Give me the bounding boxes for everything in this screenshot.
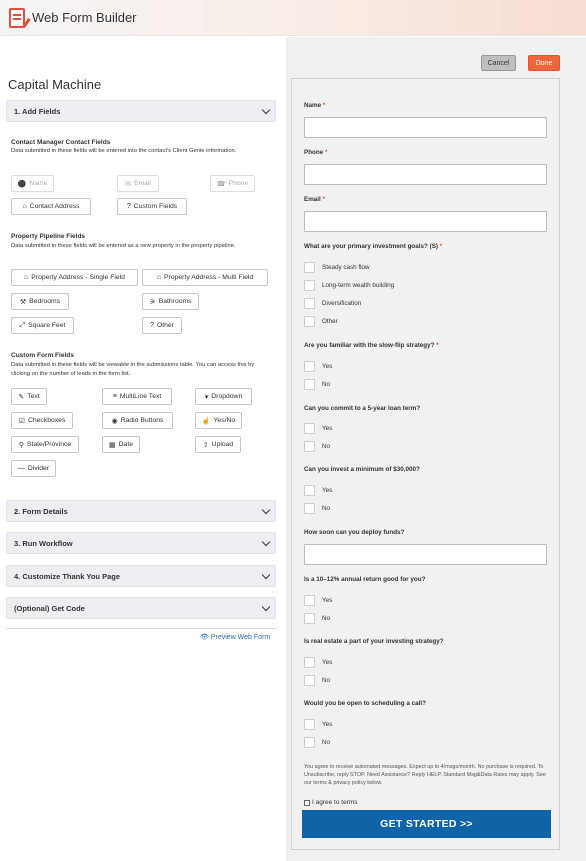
envelope-icon: ✉	[125, 180, 131, 188]
lines-icon: ≡	[112, 393, 117, 400]
yes-label: Yes	[322, 597, 333, 604]
field-state-button[interactable]	[11, 436, 79, 453]
preview-label: Preview Web Form	[210, 634, 271, 641]
yes-checkbox[interactable]	[304, 719, 315, 730]
field-square-feet-label: Square Feet	[28, 322, 66, 329]
home-icon: ⌂	[24, 274, 29, 281]
chevron-down-icon	[262, 603, 270, 611]
field-address-multi-button[interactable]	[142, 269, 268, 286]
user-icon: ⚫	[17, 180, 27, 188]
calendar-icon: ▦	[109, 441, 116, 449]
accordion-label: 1. Add Fields	[14, 107, 61, 116]
accordion-get-code[interactable]	[6, 597, 276, 619]
yes-label: Yes	[322, 487, 333, 494]
slow-flip-question: Are you familiar with the slow-flip strategy? *	[304, 342, 439, 349]
field-radio-label: Radio Buttons	[120, 417, 164, 424]
preview-web-form-link[interactable]	[200, 633, 270, 641]
annual-return-question: Is a 10–12% annual return good for you?	[304, 576, 426, 583]
field-phone-button[interactable]	[210, 175, 255, 192]
loan-term-question: Can you commit to a 5-year loan term?	[304, 405, 421, 412]
schedule-call-question: Would you be open to scheduling a call?	[304, 700, 426, 707]
goal-checkbox[interactable]	[304, 280, 315, 291]
goal-option-label: Diversification	[322, 300, 362, 307]
accordion-label: 4. Customize Thank You Page	[14, 572, 120, 581]
pipeline-fields-desc: Data submitted in these fields will be entered as a new property in the property pipeline.	[11, 243, 236, 249]
field-divider-label: Divider	[27, 465, 50, 472]
agree-terms-checkbox[interactable]	[304, 800, 310, 806]
deploy-funds-input[interactable]	[304, 544, 547, 565]
app-title: Web Form Builder	[32, 10, 137, 25]
project-title: Capital Machine	[8, 77, 102, 92]
no-label: No	[322, 443, 331, 450]
field-bedrooms-button[interactable]	[11, 293, 69, 310]
no-label: No	[322, 505, 331, 512]
field-name-button[interactable]	[11, 175, 54, 192]
thumbs-up-icon: ☝	[201, 417, 211, 425]
field-yesno-button[interactable]	[195, 412, 242, 429]
get-started-button[interactable]: GET STARTED >>	[302, 810, 551, 838]
name-label: Name *	[304, 102, 326, 109]
field-bathrooms-button[interactable]	[142, 293, 199, 310]
no-label: No	[322, 381, 331, 388]
minimum-investment-question: Can you invest a minimum of $30,000?	[304, 466, 420, 473]
form-preview-panel	[291, 78, 560, 850]
field-checkboxes-label: Checkboxes	[27, 417, 66, 424]
yes-label: Yes	[322, 721, 333, 728]
accordion-label: 2. Form Details	[14, 507, 68, 516]
no-checkbox[interactable]	[304, 613, 315, 624]
chevron-down-icon	[262, 571, 270, 579]
chevron-down-icon	[262, 506, 270, 514]
field-bedrooms-label: Bedrooms	[29, 298, 61, 305]
person-icon: ⚞	[149, 298, 156, 306]
email-input[interactable]	[304, 211, 547, 232]
consent-text: You agree to receive automated messages. Expect up to 4/msgs/month. No purchase is required. To Unsubscribe, reply STOP. Need Assistance? Reply HELP. Standard Msg&Data Rates may apply. See our terms & privacy policy below.	[304, 764, 546, 786]
field-radio-button[interactable]	[102, 412, 173, 429]
goal-checkbox[interactable]	[304, 298, 315, 309]
goal-option-label: Other	[322, 318, 338, 325]
field-date-button[interactable]	[102, 436, 140, 453]
no-checkbox[interactable]	[304, 675, 315, 686]
yes-label: Yes	[322, 363, 333, 370]
contact-fields-heading: Contact Manager Contact Fields	[11, 139, 111, 146]
email-label: Email *	[304, 196, 326, 203]
yes-checkbox[interactable]	[304, 361, 315, 372]
field-email-label: Email	[133, 180, 151, 187]
field-checkboxes-button[interactable]	[11, 412, 73, 429]
goal-option-label: Long-term wealth building	[322, 282, 395, 289]
field-custom-fields-label: Custom Fields	[133, 203, 178, 210]
no-checkbox[interactable]	[304, 737, 315, 748]
field-dropdown-label: Dropdown	[211, 393, 243, 400]
form-builder-logo-icon	[9, 8, 25, 28]
home-icon: ⌂	[156, 274, 162, 281]
field-text-button[interactable]	[11, 388, 47, 405]
top-bar	[0, 0, 586, 36]
accordion-run-workflow[interactable]	[6, 532, 276, 554]
accordion-add-fields[interactable]	[6, 100, 276, 122]
chevron-down-icon	[262, 538, 270, 546]
no-checkbox[interactable]	[304, 503, 315, 514]
accordion-label: (Optional) Get Code	[14, 604, 85, 613]
eye-icon: 👁	[200, 634, 211, 641]
field-contact-address-label: Contact Address	[29, 203, 80, 210]
agree-terms-label: I agree to terms	[312, 799, 358, 806]
radio-icon: ◉	[111, 417, 118, 425]
yes-checkbox[interactable]	[304, 595, 315, 606]
goal-checkbox[interactable]	[304, 316, 315, 327]
field-other-button[interactable]	[142, 317, 182, 334]
field-upload-button[interactable]	[195, 436, 241, 453]
field-upload-label: Upload	[211, 441, 234, 448]
cancel-button[interactable]: Cancel	[481, 55, 516, 71]
field-yesno-label: Yes/No	[213, 417, 236, 424]
field-multiline-label: MultiLine Text	[119, 393, 162, 400]
field-address-multi-label: Property Address - Multi Field	[164, 274, 254, 281]
name-input[interactable]	[304, 117, 547, 138]
field-address-single-label: Property Address - Single Field	[31, 274, 125, 281]
accordion-form-details[interactable]	[6, 500, 276, 522]
goals-label: What are your primary investment goals? (S) *	[304, 243, 443, 250]
phone-input[interactable]	[304, 164, 547, 185]
field-address-single-button[interactable]	[11, 269, 138, 286]
no-label: No	[322, 739, 331, 746]
phone-icon: ☎	[216, 180, 226, 188]
caret-square-icon: ▾	[204, 393, 209, 401]
field-dropdown-button[interactable]	[195, 388, 252, 405]
pipeline-fields-heading: Property Pipeline Fields	[11, 233, 86, 240]
field-bathrooms-label: Bathrooms	[158, 298, 192, 305]
no-label: No	[322, 677, 331, 684]
yes-label: Yes	[322, 659, 333, 666]
phone-label: Phone *	[304, 149, 328, 156]
field-email-button[interactable]	[117, 175, 159, 192]
done-button[interactable]: Done	[528, 55, 560, 71]
expand-icon: ⤢	[19, 321, 26, 329]
chevron-down-icon	[262, 106, 270, 114]
field-square-feet-button[interactable]	[11, 317, 74, 334]
divider	[6, 628, 276, 629]
checkbox-icon: ☑	[18, 417, 25, 425]
accordion-customize-thank-you[interactable]	[6, 565, 276, 587]
field-other-label: Other	[156, 322, 174, 329]
field-divider-button[interactable]	[11, 460, 56, 477]
minus-icon: —	[17, 465, 25, 472]
field-phone-label: Phone	[228, 180, 249, 187]
yes-label: Yes	[322, 425, 333, 432]
home-icon: ⌂	[22, 203, 27, 210]
custom-form-fields-heading: Custom Form Fields	[11, 352, 74, 359]
no-label: No	[322, 615, 331, 622]
wrench-icon: ⚒	[19, 298, 27, 306]
no-checkbox[interactable]	[304, 441, 315, 452]
custom-form-fields-desc: Data submitted in these fields will be viewable in the submissions table. You can access this by clicking on the number of leads in the form list.	[11, 362, 255, 377]
field-text-label: Text	[27, 393, 40, 400]
field-custom-fields-button[interactable]	[117, 198, 187, 215]
goal-checkbox[interactable]	[304, 262, 315, 273]
question-icon: ?	[126, 203, 131, 210]
field-name-label: Name	[29, 180, 48, 187]
pencil-icon: ✎	[18, 393, 25, 401]
yes-checkbox[interactable]	[304, 423, 315, 434]
field-state-label: State/Province	[26, 441, 72, 448]
yes-checkbox[interactable]	[304, 485, 315, 496]
question-icon: ?	[150, 322, 154, 329]
upload-icon: ⇧	[202, 441, 209, 449]
no-checkbox[interactable]	[304, 379, 315, 390]
field-date-label: Date	[118, 441, 133, 448]
deploy-funds-question: How soon can you deploy funds?	[304, 529, 405, 536]
contact-fields-desc: Data submitted in these fields will be entered into the contact's Client Genie information.	[11, 148, 237, 154]
map-marker-icon: ⚲	[18, 441, 24, 449]
real-estate-question: Is real estate a part of your investing strategy?	[304, 638, 444, 645]
field-multiline-button[interactable]	[102, 388, 172, 405]
field-contact-address-button[interactable]	[11, 198, 91, 215]
accordion-label: 3. Run Workflow	[14, 539, 73, 548]
yes-checkbox[interactable]	[304, 657, 315, 668]
goal-option-label: Steady cash flow	[322, 264, 370, 271]
